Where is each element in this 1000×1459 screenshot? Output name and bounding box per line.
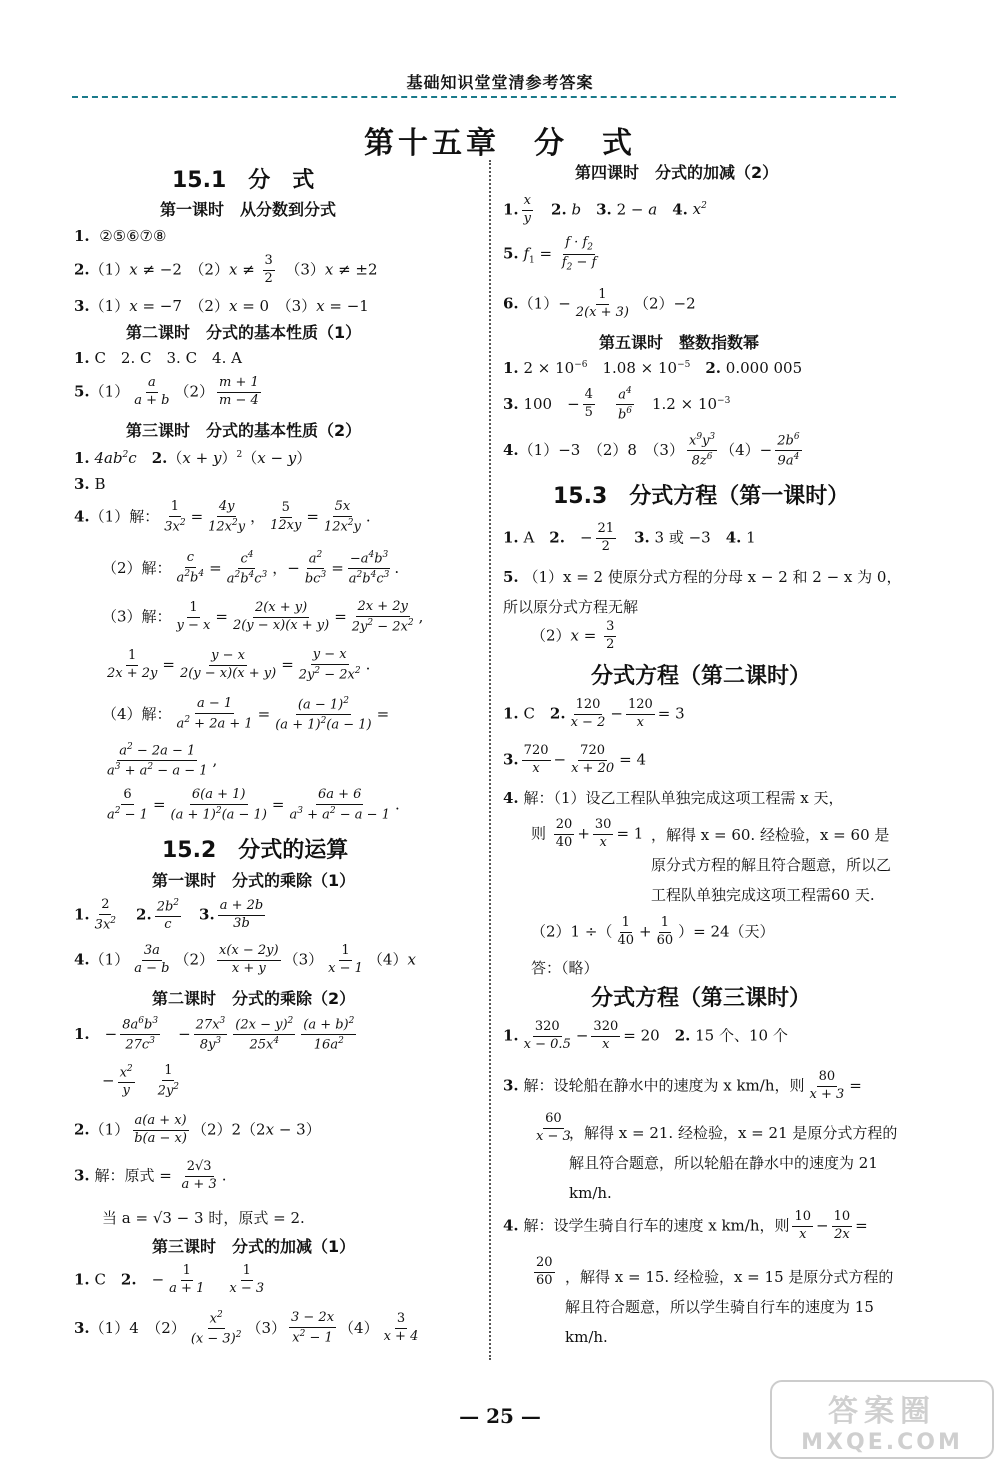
m1-answer-4: 4.（1） $\frac{3a}{a - b}$ （2） $\frac{x(x - 2y)}{x + y}$ （3） $\frac{1}{x - 1}$ （4）x bbox=[74, 943, 416, 976]
a2-answer-5: 5. $f_1$ = $\frac{f \cdot f_2}{f_2 - f}$ bbox=[503, 235, 597, 273]
lesson-2-title: 第二课时 分式的基本性质（1） bbox=[126, 323, 362, 342]
m1-answer-1: 1. $\frac{2}{3x^2}$ 2. $\frac{2b^2}{c}$ 3. $\frac{a + 2b}{3b}$ bbox=[74, 897, 264, 933]
eq1-answer-5: 5. （1）x = 2 使原分式方程的分母 x − 2 和 2 − x 为 0，所以原分式方程无解 bbox=[503, 568, 902, 616]
l3-answer-4-3a: （3）解： $\frac{1}{y - x}$ = $\frac{2(x + y)}{2(y - x)(x + y)}$ = $\frac{2x + 2y}{2y^2 - 2x^2}$ , bbox=[102, 599, 424, 635]
e-answer-4: 4.（1）−3 （2）8 （3） $\frac{x^9y^3}{8z^6}$ （4）− $\frac{2b^6}{9a^4}$ bbox=[503, 432, 800, 469]
eq3-answer-4-frac: $\frac{20}{60}$ bbox=[536, 1255, 553, 1288]
m2-answer-3-note: 当 a = √3 − 3 时，原式 = 2. bbox=[102, 1209, 305, 1227]
l3-answer-4-3b: $\frac{1}{2x + 2y}$ = $\frac{y - x}{2(y - x)(x + y)}$ = $\frac{y - x}{2y^2 - 2x^2}$ . bbox=[107, 647, 371, 683]
eq3-answer-3b: ，解得 x = 21. 经检验，x = 21 是原分式方程的解且符合题意，所以轮船在静水中的速度为 21 km/h. bbox=[569, 1124, 898, 1202]
l3-answer-4-4b: $\frac{a^2 - 2a - 1}{a^3 + a^2 - a - 1}$ , bbox=[107, 742, 218, 779]
section-15-3-title: 15.3 分式方程（第一课时） bbox=[553, 484, 850, 509]
section-15-2-title: 15.2 分式的运算 bbox=[162, 838, 349, 863]
l2-answer-5: 5.（1） $\frac{a}{a + b}$ （2） $\frac{m + 1}{m - 4}$ bbox=[74, 375, 259, 408]
m2-answer-2: 2.（1） $\frac{a(a + x)}{b(a - x)}$ （2）2（2x − 3） bbox=[74, 1113, 321, 1146]
page-number: — 25 — bbox=[459, 1404, 541, 1428]
chapter-title: 第十五章 分 式 bbox=[364, 126, 636, 161]
l2-answer-1: 1. C 2. C 3. C 4. A bbox=[74, 349, 242, 367]
m2-answer-1a: 1. − $\frac{8a^6b^3}{27c^3}$ − $\frac{27x^3}{8y^3}$ $\frac{(2x - y)^2}{25x^4}$ $\frac{(a + b)^2}{16a^2}$ bbox=[74, 1016, 355, 1053]
exp-lesson-title: 第五课时 整数指数幂 bbox=[599, 333, 760, 352]
section-15-1-title: 15.1 分 式 bbox=[172, 168, 315, 193]
column-divider bbox=[489, 160, 491, 1360]
watermark-logo: 答案圈 MXQE.COM bbox=[770, 1380, 994, 1459]
eq2-title: 分式方程（第二课时） bbox=[591, 664, 812, 689]
eq3-answer-3a: 3. 解：设轮船在静水中的速度为 x km/h，则 $\frac{80}{x + 3}$ = bbox=[503, 1069, 862, 1102]
a2-answer-1: 1. $\frac{x}{y}$ 2. b 3. 2 − a 4. $x^2$ bbox=[503, 193, 707, 226]
page-header: 基础知识堂堂清参考答案 bbox=[406, 73, 594, 92]
a2-answer-6: 6.（1）− $\frac{1}{2(x + 3)}$ （2）−2 bbox=[503, 287, 696, 320]
eq3-answer-3-frac: $\frac{60}{x - 3}$ bbox=[536, 1111, 571, 1144]
a1-answer-1: 1. C 2. − $\frac{1}{a + 1}$ $\frac{1}{x - 3}$ bbox=[74, 1263, 265, 1296]
eq2-answer-3: 3. $\frac{720}{x}$ − $\frac{720}{x + 20}$ = 4 bbox=[503, 743, 646, 776]
l1-answer-1: 1. ②⑤⑥⑦⑧ bbox=[74, 227, 167, 245]
lesson-3-title: 第三课时 分式的基本性质（2） bbox=[126, 421, 362, 440]
m2-answer-1b: − $\frac{x^2}{y}$ $\frac{1}{2y^2}$ bbox=[102, 1063, 180, 1099]
mul-lesson-2-title: 第二课时 分式的乘除（2） bbox=[152, 989, 356, 1008]
l3-answer-3: 3. B bbox=[74, 475, 106, 493]
header-rule bbox=[72, 96, 896, 98]
eq2-answer-4-eq: 则 $\frac{20}{40}$ + $\frac{30}{x}$ = 1 bbox=[531, 817, 644, 850]
add-lesson-1-title: 第三课时 分式的加减（1） bbox=[152, 1237, 356, 1256]
a1-answer-3: 3.（1）4 （2） $\frac{x^2}{(x - 3)^2}$ （3） $\frac{3 - 2x}{x^2 - 1}$ （4） $\frac{3}{x + 4}$ bbox=[74, 1310, 419, 1347]
e-answer-1: 1. $2 \times 10^{-6}$ $1.08 \times 10^{-5}$ 2. 0.000 005 bbox=[503, 359, 803, 377]
e-answer-3: 3. 100 − $\frac{4}{5}$ $\frac{a^4}{b^6}$ $1.2 \times 10^{-3}$ bbox=[503, 386, 731, 423]
eq2-answer-1: 1. C 2. $\frac{120}{x - 2}$ − $\frac{120}{x}$ = 3 bbox=[503, 697, 685, 730]
l3-answer-1: 1. $4ab^2c$ $2.(x + y)^2(x - y)$ bbox=[74, 449, 312, 467]
l3-answer-4-1: 4.（1）解： $\frac{1}{3x^2}$ = $\frac{4y}{12x^2y}$ ， $\frac{5}{12xy}$ = $\frac{5x}{12x^2y}$ . bbox=[74, 499, 371, 535]
eq2-answer-4b: ，解得 x = 60. 经检验，x = 60 是原分式方程的解且符合题意，所以乙工程队单独完成这项工程需60 天. bbox=[651, 826, 892, 904]
l1-answer-3: 3.（1）x = −7 （2）x = 0 （3）x = −1 bbox=[74, 297, 369, 315]
eq1-answer-1: 1. A 2. − $\frac{21}{2}$ 3. 3 或 −3 4. 1 bbox=[503, 521, 756, 554]
l3-answer-4-4c: $\frac{6}{a^2 - 1}$ = $\frac{6(a + 1)}{(a + 1)^2(a - 1)}$ = $\frac{6a + 6}{a^3 + a^2 - a - 1}$ . bbox=[107, 787, 400, 823]
eq3-answer-1: 1. $\frac{320}{x - 0.5}$ − $\frac{320}{x}$ = 20 2. 15 个、10 个 bbox=[503, 1019, 788, 1052]
eq3-answer-4a: 4. 解：设学生骑自行车的速度 x km/h，则 $\frac{10}{x}$ − $\frac{10}{2x}$ = bbox=[503, 1209, 868, 1242]
eq2-answer-4-2: （2）1 ÷（ $\frac{1}{40}$ + $\frac{1}{60}$ ）= 24（天） bbox=[531, 915, 775, 948]
m2-answer-3: 3. 解：原式 = $\frac{2√3}{a + 3}$ . bbox=[74, 1159, 227, 1192]
eq3-title: 分式方程（第三课时） bbox=[591, 986, 812, 1011]
eq3-answer-4b: ，解得 x = 15. 经检验，x = 15 是原分式方程的解且符合题意，所以学生骑自行车的速度为 15 km/h. bbox=[565, 1268, 894, 1346]
add-lesson-2-title: 第四课时 分式的加减（2） bbox=[575, 163, 779, 182]
l1-answer-2: 2.（1）x ≠ −2 （2）x ≠ $\frac{3}{2}$ （3）x ≠ ±2 bbox=[74, 253, 378, 286]
lesson-1-title: 第一课时 从分数到分式 bbox=[160, 200, 337, 219]
l3-answer-4-2: （2）解： $\frac{c}{a^2b^4}$ = $\frac{c^4}{a^2b^4c^3}$ ，− $\frac{a^2}{bc^3}$ = $\frac{-a^4b^3}{a^2b^4c^3}$ . bbox=[102, 550, 400, 587]
eq2-answer-4a: 4. 解：（1）设乙工程队单独完成这项工程需 x 天， bbox=[503, 789, 844, 807]
eq2-answer-4-ans: 答：（略） bbox=[531, 959, 599, 977]
eq1-answer-5-2: （2）x = $\frac{3}{2}$ bbox=[531, 619, 615, 652]
mul-lesson-1-title: 第一课时 分式的乘除（1） bbox=[152, 871, 356, 890]
l3-answer-4-4a: （4）解： $\frac{a - 1}{a^2 + 2a + 1}$ = $\frac{(a - 1)^2}{(a + 1)^2(a - 1)}$ = bbox=[102, 696, 390, 733]
